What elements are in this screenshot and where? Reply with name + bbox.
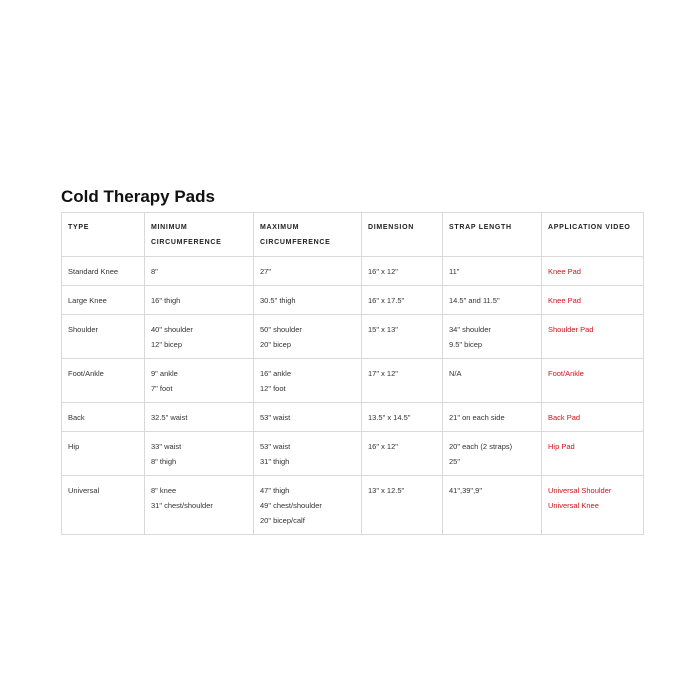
- cell-strap: [443, 315, 542, 359]
- table-row: [62, 257, 644, 286]
- max-text: 12" foot: [260, 384, 286, 393]
- table-header-row: [62, 213, 644, 257]
- max-text: 20" bicep/calf: [260, 516, 305, 525]
- cell-video: [542, 403, 644, 432]
- cell-max: [254, 476, 362, 535]
- header-dimension-label: DIMENSION: [368, 224, 414, 231]
- cell-dimension: [362, 403, 443, 432]
- video-link-universal-shoulder[interactable]: Universal Shoulder: [548, 486, 612, 495]
- strap-text: 21" on each side: [449, 413, 505, 422]
- dimension-text: 13" x 12.5": [368, 486, 405, 495]
- cell-type: [62, 286, 145, 315]
- dimension-text: 17" x 12": [368, 369, 398, 378]
- header-min-label-line1: MINIMUM: [151, 224, 188, 231]
- cell-strap: [443, 403, 542, 432]
- cell-type: [62, 432, 145, 476]
- cell-min: [145, 432, 254, 476]
- max-text: 30.5" thigh: [260, 296, 296, 305]
- strap-text: 20" each (2 straps): [449, 442, 513, 451]
- cell-min: [145, 476, 254, 535]
- cell-type: [62, 257, 145, 286]
- header-video-label-line2: VIDEO: [605, 224, 631, 231]
- type-text: Large Knee: [68, 296, 107, 305]
- max-text: 49" chest/shoulder: [260, 501, 322, 510]
- header-minimum-circumference: [145, 213, 254, 257]
- cell-type: [62, 476, 145, 535]
- dimension-text: 16" x 17.5": [368, 296, 405, 305]
- min-text: 8" knee: [151, 486, 177, 495]
- strap-text: 11": [449, 267, 460, 276]
- min-text: 16" thigh: [151, 296, 181, 305]
- type-text: Universal: [68, 486, 100, 495]
- strap-text: 9.5" bicep: [449, 340, 483, 349]
- header-type: [62, 213, 145, 257]
- min-text: 9" ankle: [151, 369, 178, 378]
- table-row: [62, 359, 644, 403]
- header-min-label-line2: CIRCUMFERENCE: [151, 239, 222, 246]
- header-max-label-line1: MAXIMUM: [260, 224, 300, 231]
- min-text: 40" shoulder: [151, 325, 193, 334]
- cell-min: [145, 315, 254, 359]
- cell-strap: [443, 359, 542, 403]
- cell-video: [542, 359, 644, 403]
- min-text: 12" bicep: [151, 340, 183, 349]
- type-text: Back: [68, 413, 85, 422]
- cell-video: [542, 476, 644, 535]
- max-text: 50" shoulder: [260, 325, 302, 334]
- cell-strap: [443, 257, 542, 286]
- cell-min: [145, 257, 254, 286]
- page-title: Cold Therapy Pads: [61, 187, 215, 206]
- cold-therapy-pads-table: [61, 212, 644, 535]
- table-row: [62, 476, 644, 535]
- min-text: 33" waist: [151, 442, 182, 451]
- dimension-text: 16" x 12": [368, 442, 398, 451]
- video-link-back-pad[interactable]: Back Pad: [548, 413, 581, 422]
- header-dimension: [362, 213, 443, 257]
- cell-max: [254, 257, 362, 286]
- cell-video: [542, 286, 644, 315]
- cell-strap: [443, 476, 542, 535]
- min-text: 31" chest/shoulder: [151, 501, 213, 510]
- dimension-text: 15" x 13": [368, 325, 398, 334]
- type-text: Hip: [68, 442, 80, 451]
- strap-text: 25": [449, 457, 461, 466]
- min-text: 7" foot: [151, 384, 173, 393]
- dimension-text: 16" x 12": [368, 267, 398, 276]
- cell-type: [62, 315, 145, 359]
- max-text: 53" waist: [260, 413, 291, 422]
- cell-dimension: [362, 315, 443, 359]
- max-text: 31" thigh: [260, 457, 290, 466]
- table-row: [62, 403, 644, 432]
- video-link-universal-knee[interactable]: Universal Knee: [548, 501, 599, 510]
- cell-dimension: [362, 286, 443, 315]
- max-text: 20" bicep: [260, 340, 292, 349]
- cell-max: [254, 359, 362, 403]
- cell-strap: [443, 432, 542, 476]
- header-type-label: TYPE: [68, 224, 90, 231]
- header-strap-label: STRAP LENGTH: [449, 224, 512, 231]
- strap-text: 34" shoulder: [449, 325, 491, 334]
- cell-min: [145, 359, 254, 403]
- cell-dimension: [362, 432, 443, 476]
- header-video-label-line1: APPLICATION: [548, 224, 603, 231]
- cell-min: [145, 403, 254, 432]
- type-text: Shoulder: [68, 325, 99, 334]
- max-text: 47" thigh: [260, 486, 290, 495]
- cell-video: [542, 315, 644, 359]
- cell-dimension: [362, 359, 443, 403]
- table-row: [62, 315, 644, 359]
- cell-video: [542, 257, 644, 286]
- video-link-shoulder-pad[interactable]: Shoulder Pad: [548, 325, 594, 334]
- cell-max: [254, 315, 362, 359]
- cell-type: [62, 403, 145, 432]
- table-row: [62, 432, 644, 476]
- cell-max: [254, 403, 362, 432]
- header-maximum-circumference: [254, 213, 362, 257]
- video-link-knee-pad[interactable]: Knee Pad: [548, 267, 581, 276]
- cell-dimension: [362, 257, 443, 286]
- cell-dimension: [362, 476, 443, 535]
- max-text: 53" waist: [260, 442, 291, 451]
- strap-text: N/A: [449, 369, 462, 378]
- cell-type: [62, 359, 145, 403]
- cell-max: [254, 432, 362, 476]
- min-text: 32.5" waist: [151, 413, 188, 422]
- type-text: Standard Knee: [68, 267, 119, 276]
- type-text: Foot/Ankle: [68, 369, 104, 378]
- cell-min: [145, 286, 254, 315]
- dimension-text: 13.5" x 14.5": [368, 413, 411, 422]
- cell-video: [542, 432, 644, 476]
- cell-strap: [443, 286, 542, 315]
- max-text: 16" ankle: [260, 369, 292, 378]
- video-link-knee-pad[interactable]: Knee Pad: [548, 296, 581, 305]
- header-max-label-line2: CIRCUMFERENCE: [260, 239, 331, 246]
- max-text: 27": [260, 267, 272, 276]
- header-strap-length: [443, 213, 542, 257]
- strap-text: 14.5" and 11.5": [449, 296, 500, 305]
- table-row: [62, 286, 644, 315]
- header-application-video: [542, 213, 644, 257]
- video-link-foot-ankle[interactable]: Foot/Ankle: [548, 369, 584, 378]
- cell-max: [254, 286, 362, 315]
- video-link-hip-pad[interactable]: Hip Pad: [548, 442, 575, 451]
- min-text: 8": [151, 267, 158, 276]
- min-text: 8" thigh: [151, 457, 177, 466]
- strap-text: 41",39",9": [449, 486, 483, 495]
